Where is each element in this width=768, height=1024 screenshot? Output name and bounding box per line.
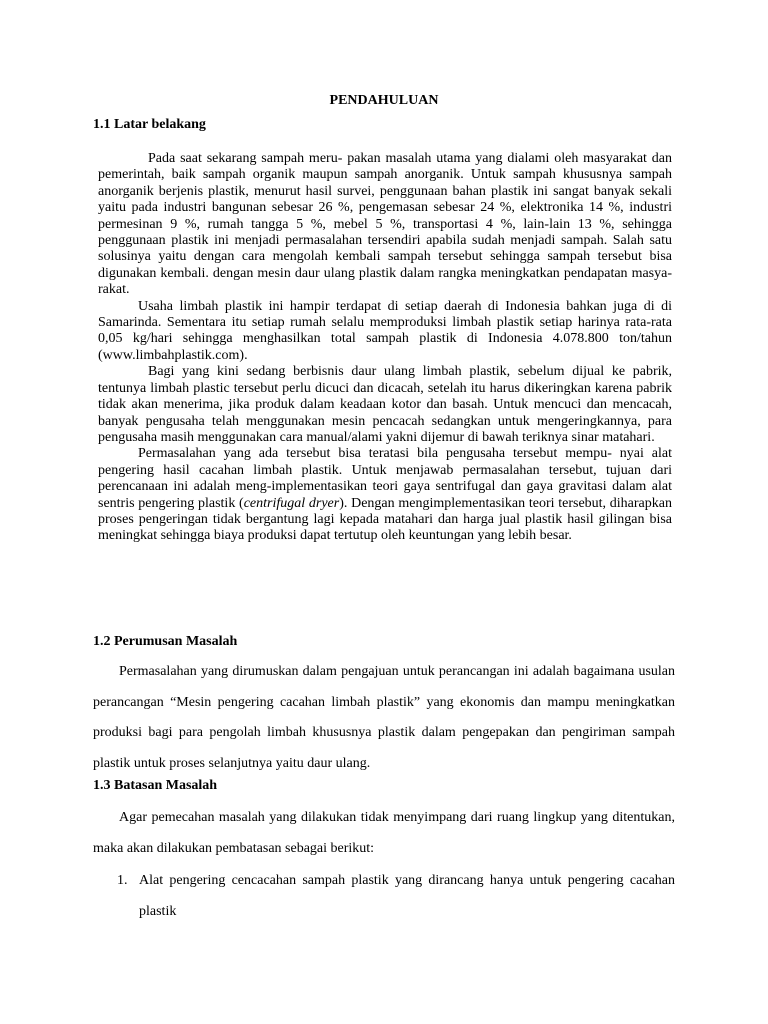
list-item-text: Alat pengering cencacahan sampah plastik yang dirancang hanya untuk pengering cacahan plastik — [139, 873, 675, 919]
paragraph-2: Usaha limbah plastik ini hampir terdapat di setiap daerah di Indonesia bahkan juga di di Samarinda. Sementara itu setiap rumah selalu memproduksi limbah plastik setiap harinya rata-rata 0,05 kg/hari sehingga menghasilkan total sampah plastik di Indonesia 4.078.800 ton/tahun (www.limbahplastik.com). — [98, 298, 672, 363]
paragraph-4 — [98, 446, 672, 544]
section-body-batasan-masalah — [93, 803, 675, 864]
paragraph-1: Pada saat sekarang sampah meru- pakan masalah utama yang dialami oleh masyarakat dan pemerintah, baik sampah organik maupun sampah anorganik. Untuk sampah khususnya sampah anorganik berjenis plastik, menurut hasil survei, penggunaan bahan plastik ini sangat banyak sekali yaitu pada industri bangunan sebesar 26 %, pengemasan sebesar 24 %, elektronika 14 %, industri permesinan 9 %, rumah tangga 5 %, mebel 5 %, transportasi 4 %, lain-lain 13 %, sehingga penggunaan plastik ini menjadi permasalahan tersendiri apabila sudah menjadi sampah. Salah satu solusinya yaitu dengan cara mengolah kembali sampah tersebut sehingga sampah tersebut bisa digunakan kembali. dengan mesin daur ulang plastik dalam rangka meningkatkan pendapatan masya- rakat. — [98, 151, 672, 298]
paragraph-4-italic-term: centrifugal dryer — [243, 495, 340, 511]
list-item — [117, 866, 675, 927]
document-title: PENDAHULUAN — [329, 93, 439, 108]
section-heading-latar-belakang: 1.1 Latar belakang — [93, 117, 206, 132]
paragraph-4-part-a: Permasalahan yang ada tersebut bisa teratasi bila pengusaha tersebut mempu- nyai alat pengering hasil cacahan limbah plastik. Untuk menjawab permasalahan tersebut, tujuan dari perencanaan ini adalah meng-implementasikan teori gaya sentrifugal dan gaya gravitasi dalam alat sentris pengering plastik ( — [98, 446, 672, 511]
section-body-perumusan-masalah — [93, 657, 675, 779]
batasan-list — [117, 866, 675, 927]
paragraph-4-part-b: ). Dengan mengimplementasikan teori tersebut, diharapkan proses pengeringan tidak bergantung lagi kepada matahari dan harga jual plastik hasil gilingan bisa meningkat sehingga biaya produksi dapat tertutup oleh keuntungan yang lebih besar. — [98, 495, 672, 544]
section-body-latar-belakang — [98, 151, 672, 545]
paragraph-batasan: Agar pemecahan masalah yang dilakukan tidak menyimpang dari ruang lingkup yang ditentukan, maka akan dilakukan pembatasan sebagai berikut: — [93, 810, 675, 856]
list-item-number: 1. — [117, 873, 128, 888]
paragraph-perumusan: Permasalahan yang dirumuskan dalam pengajuan untuk perancangan ini adalah bagaimana usulan perancangan “Mesin pengering cacahan limbah plastik” yang ekonomis dan mampu meningkatkan produksi bagi para pengolah limbah khususnya plastik dalam pengepakan dan pengiriman sampah plastik untuk proses selanjutnya yaitu daur ulang. — [93, 664, 675, 771]
section-heading-perumusan-masalah: 1.2 Perumusan Masalah — [93, 634, 238, 649]
section-heading-batasan-masalah: 1.3 Batasan Masalah — [93, 778, 218, 793]
paragraph-3: Bagi yang kini sedang berbisnis daur ulang limbah plastik, sebelum dijual ke pabrik, tentunya limbah plastic tersebut perlu dicuci dan dicacah, setelah itu harus dikeringkan karena pabrik tidak akan menerima, jika produk dalam keadaan kotor dan basah. Untuk mencuci dan mencacah, banyak pengusaha telah menggunakan mesin pencacah sedangkan untuk mengeringkannya, para pengusaha masih menggunakan cara manual/alami yakni dijemur di bawah teriknya sinar matahari. — [98, 364, 672, 445]
